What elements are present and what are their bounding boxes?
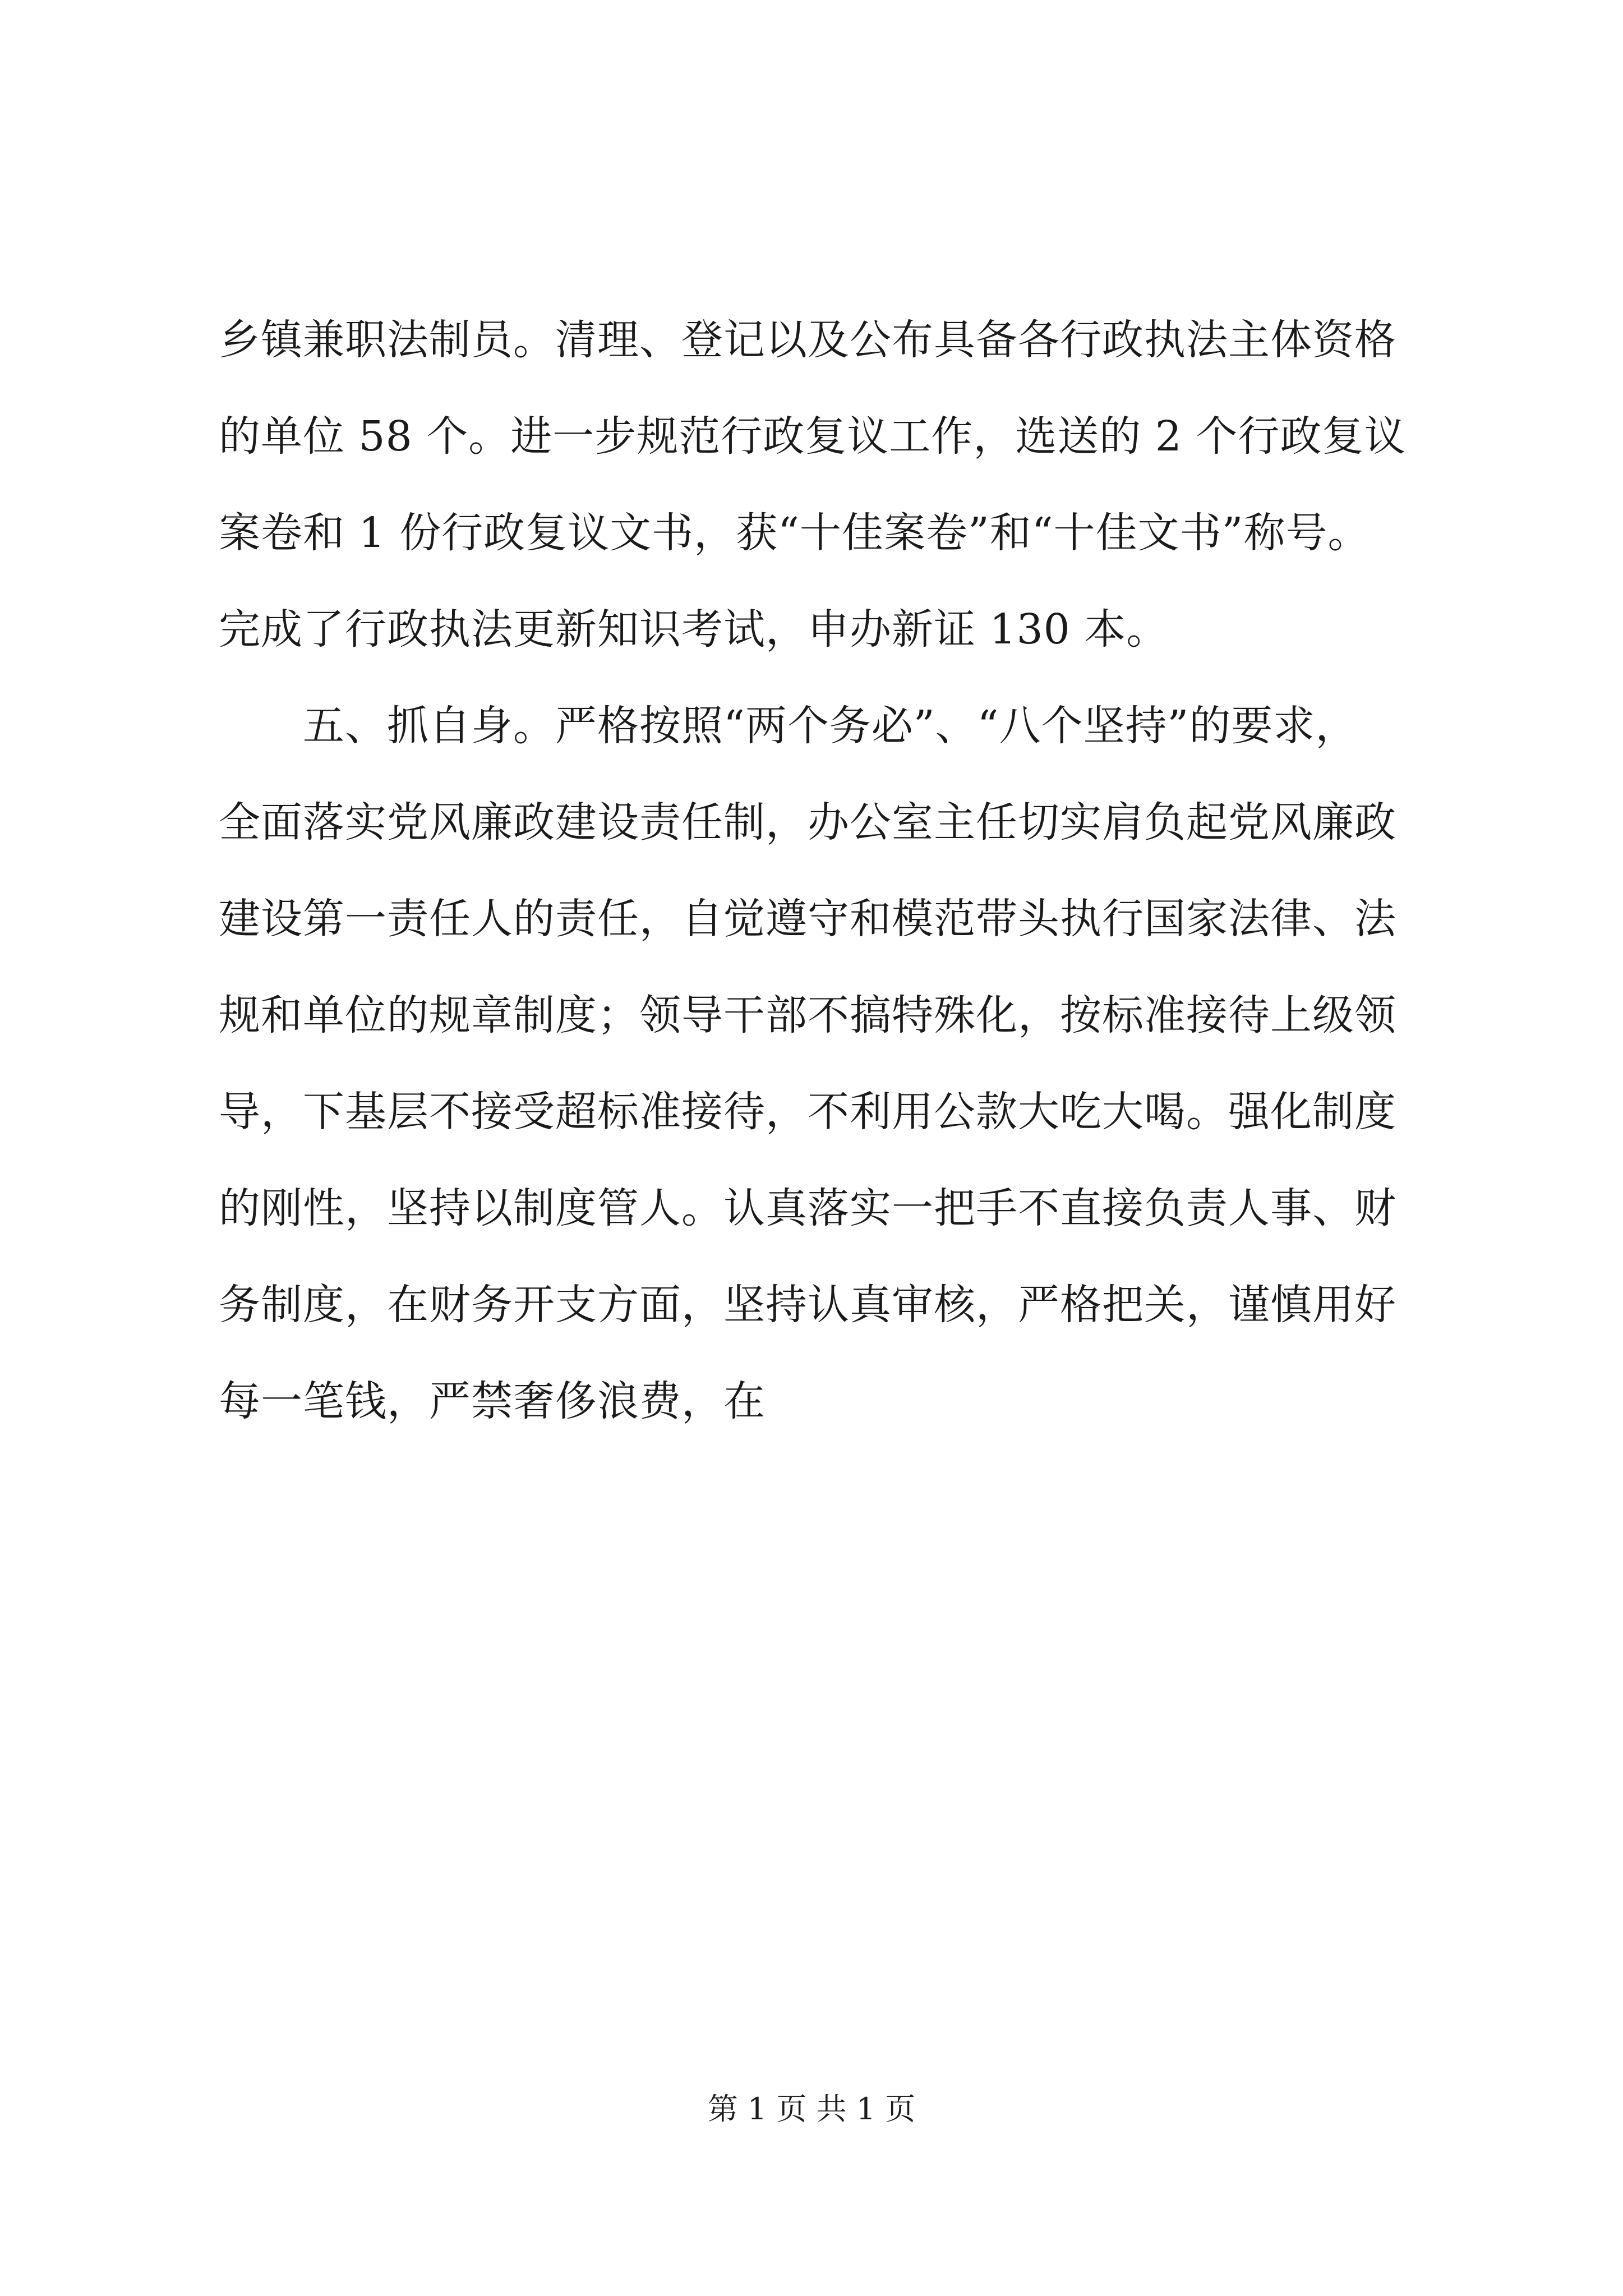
paragraph-2-line-4: 规和单位的规章制度；领导干部不搞特殊化，按标准接待上级领 [219,991,1396,1039]
document-body [219,292,1413,1450]
paragraph-1-line-2: 的单位 58 个。进一步规范行政复议工作，选送的 2 个行政复议 [219,412,1407,461]
paragraph-2-line-5: 导，下基层不接受超标准接待，不利用公款大吃大喝。强化制度 [219,1088,1396,1136]
page-footer: 第 1 页 共 1 页 [707,2091,916,2127]
paragraph-2-line-6: 的刚性，坚持以制度管人。认真落实一把手不直接负责人事、财 [219,1184,1396,1232]
paragraph-1-line-3: 案卷和 1 份行政复议文书，获“十佳案卷”和“十佳文书”称号。 [219,509,1370,557]
paragraph-2-line-8: 每一笔钱，严禁奢侈浪费，在 [219,1377,766,1425]
paragraph-1-line-4: 完成了行政执法更新知识考试，申办新证 130 本。 [219,605,1169,654]
paragraph-1-line-1: 乡镇兼职法制员。清理、登记以及公布具备各行政执法主体资格 [219,316,1396,364]
paragraph-2-line-1: 五、抓自身。严格按照“两个务必”、“八个坚持”的要求， [303,702,1358,750]
paragraph-2-line-3: 建设第一责任人的责任，自觉遵守和模范带头执行国家法律、法 [219,895,1396,943]
paragraph-2-line-2: 全面落实党风廉政建设责任制，办公室主任切实肩负起党风廉政 [219,798,1396,846]
paragraph-2-line-7: 务制度，在财务开支方面，坚持认真审核，严格把关，谨慎用好 [219,1281,1396,1329]
